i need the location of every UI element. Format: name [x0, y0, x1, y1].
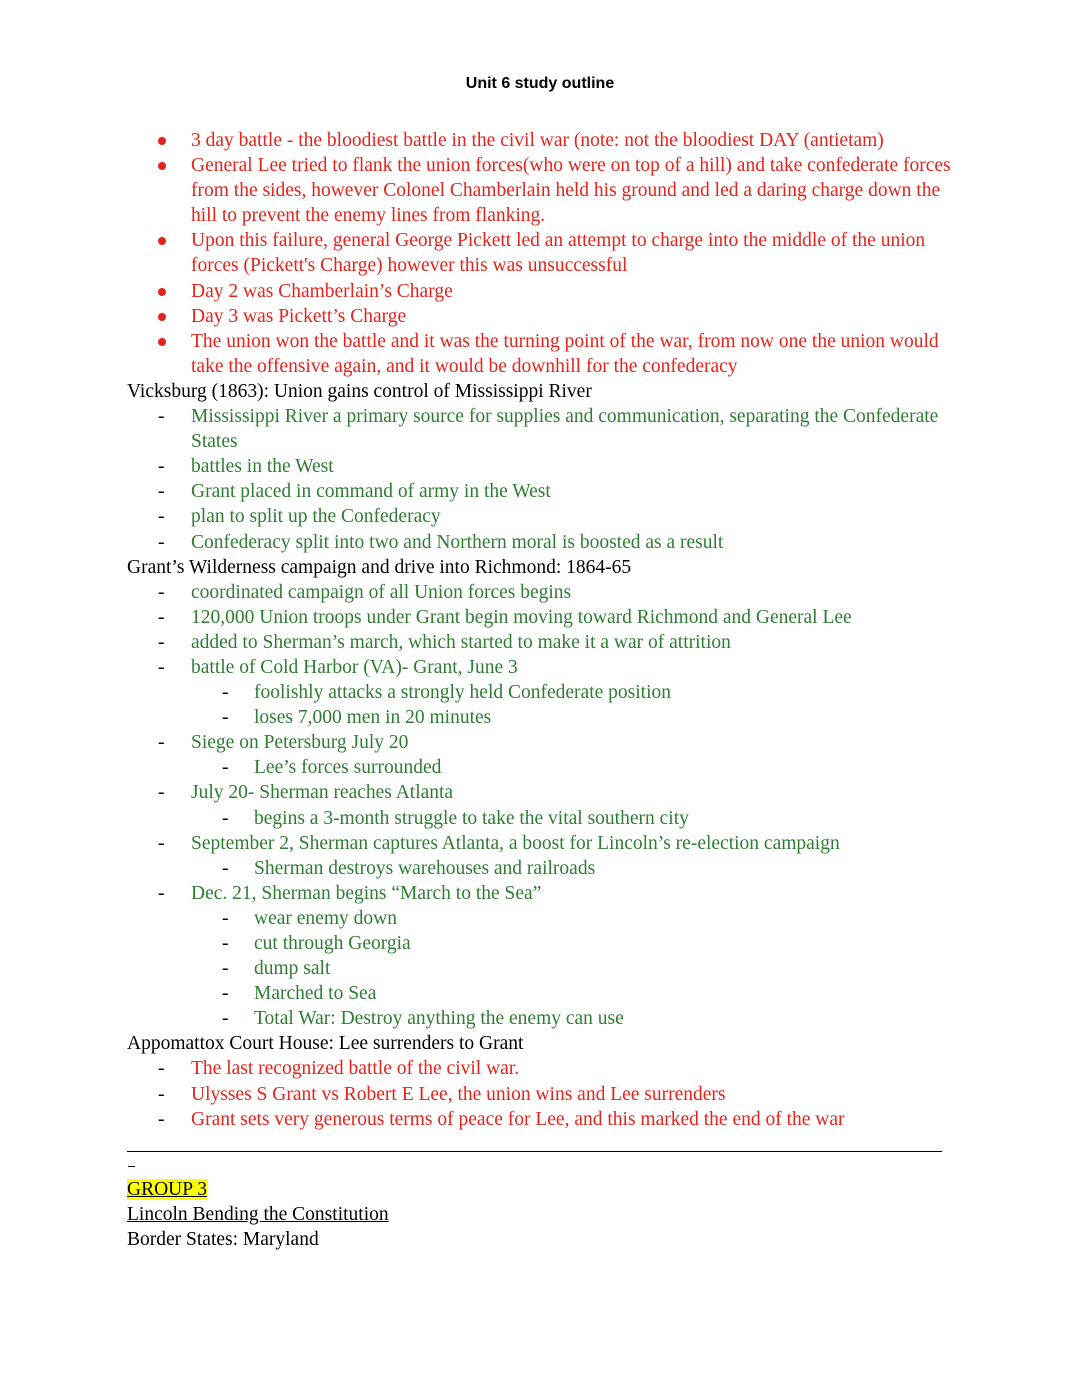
list-item: - Grant sets very generous terms of peace for Lee, and this marked the end of the war	[158, 1108, 845, 1130]
list-item-text: Grant sets very generous terms of peace for Lee, and this marked the end of the war	[191, 1108, 845, 1130]
list-item	[127, 329, 957, 379]
list-item-text: cut through Georgia	[254, 933, 411, 954]
list-item-text: Mississippi River a primary source for supplies and communication, separating the Confederate States	[191, 406, 939, 453]
list-item: - Siege on Petersburg July 20	[158, 732, 409, 754]
list-item: - battle of Cold Harbor (VA)- Grant, June 3	[158, 656, 518, 678]
list-item: - September 2, Sherman captures Atlanta, a boost for Lincoln’s re-election campaign	[158, 832, 840, 854]
sub-list-item: - Sherman destroys warehouses and railroads	[222, 857, 596, 879]
list-item-text: loses 7,000 men in 20 minutes	[254, 707, 492, 729]
list-item-text: dump salt	[254, 958, 331, 980]
list-item-text: 120,000 Union troops under Grant begin moving toward Richmond and General Lee	[191, 606, 852, 628]
section-heading-vicksburg: Vicksburg (1863): Union gains control of Mississippi River	[127, 380, 592, 402]
list-item-text: September 2, Sherman captures Atlanta, a boost for Lincoln’s re-election campaign	[191, 832, 840, 854]
list-item-text: Upon this failure, general George Pickett led an attempt to charge into the middle of the union forces (Pickett's Charge) however this was unsuccessful	[191, 230, 926, 277]
sub-list-item: - begins a 3-month struggle to take the vital southern city	[222, 807, 689, 829]
list-item-text: Siege on Petersburg July 20	[191, 732, 409, 754]
section-heading-appomattox: Appomattox Court House: Lee surrenders to Grant	[127, 1033, 524, 1055]
list-item: - added to Sherman’s march, which started to make it a war of attrition	[158, 631, 731, 653]
list-item-text: battles in the West	[191, 456, 334, 478]
group-subtitle: Lincoln Bending the Constitution	[127, 1203, 389, 1225]
sub-list-item: - dump salt	[222, 958, 331, 980]
list-item: - The last recognized battle of the civil war.	[158, 1058, 520, 1080]
list-item	[127, 228, 957, 278]
list-item-text: 3 day battle - the bloodiest battle in the civil war (note: not the bloodiest DAY (antietam)	[191, 130, 884, 151]
list-item-text: Day 3 was Pickett’s Charge	[191, 305, 407, 327]
list-item: - battles in the West	[158, 456, 334, 478]
list-item-text: Grant placed in command of army in the West	[191, 481, 551, 503]
list-item-text: General Lee tried to flank the union forces(who were on top of a hill) and take confederate forces from the sides, however Colonel Chamberlain held his ground and led a daring charge down the hill to prevent the enemy lines from flanking.	[191, 155, 951, 227]
list-item: - Ulysses S Grant vs Robert E Lee, the union wins and Lee surrenders	[158, 1083, 726, 1105]
sub-list-item: - Lee’s forces surrounded	[222, 757, 442, 779]
list-item-text: Total War: Destroy anything the enemy can use	[254, 1008, 624, 1030]
list-item: - 120,000 Union troops under Grant begin moving toward Richmond and General Lee	[158, 606, 852, 628]
list-item-text: wear enemy down	[254, 907, 397, 929]
list-item-text: Confederacy split into two and Northern moral is boosted as a result	[191, 531, 724, 553]
outline-body	[127, 128, 957, 1252]
group-line: Border States: Maryland	[127, 1228, 319, 1250]
list-item: - Dec. 21, Sherman begins “March to the Sea”	[158, 882, 542, 904]
list-item-text: added to Sherman’s march, which started to make it a war of attrition	[191, 631, 731, 653]
list-item-text: Sherman destroys warehouses and railroads	[254, 857, 596, 879]
sub-list-item: - cut through Georgia	[222, 933, 411, 954]
list-item-text: plan to split up the Confederacy	[191, 506, 441, 528]
list-item-text: The union won the battle and it was the turning point of the war, from now one the union would take the offensive again, and it would be downhill for the confederacy	[191, 330, 939, 377]
horizontal-divider	[127, 1151, 942, 1152]
list-item: - plan to split up the Confederacy	[158, 506, 441, 528]
list-item-text: begins a 3-month struggle to take the vital southern city	[254, 807, 689, 829]
list-item-text: battle of Cold Harbor (VA)- Grant, June 3	[191, 656, 518, 678]
list-item-text: foolishly attacks a strongly held Confederate position	[254, 682, 671, 704]
list-item-text: Ulysses S Grant vs Robert E Lee, the union wins and Lee surrenders	[191, 1083, 726, 1105]
list-item-text: coordinated campaign of all Union forces begins	[191, 581, 572, 603]
list-item-text: Lee’s forces surrounded	[254, 757, 442, 779]
list-item: - coordinated campaign of all Union forces begins	[158, 581, 572, 603]
divider-stub	[128, 1166, 135, 1167]
list-item-text: The last recognized battle of the civil war.	[191, 1058, 520, 1080]
list-item-text: Dec. 21, Sherman begins “March to the Sea”	[191, 882, 542, 904]
section-heading-wilderness: Grant’s Wilderness campaign and drive into Richmond: 1864-65	[127, 556, 632, 578]
list-item-text: Day 2 was Chamberlain’s Charge	[191, 280, 453, 302]
group-label-text: GROUP 3	[127, 1178, 207, 1200]
sub-list-item: - Total War: Destroy anything the enemy can use	[222, 1008, 624, 1030]
sub-list-item: - loses 7,000 men in 20 minutes	[222, 707, 492, 729]
sub-list-item: - wear enemy down	[222, 907, 397, 929]
group-label	[127, 1177, 957, 1202]
list-item-text: July 20- Sherman reaches Atlanta	[191, 782, 454, 804]
list-item	[127, 153, 957, 228]
list-item-text: Marched to Sea	[254, 983, 377, 1005]
list-item: - July 20- Sherman reaches Atlanta	[158, 782, 454, 804]
sub-list-item: - Marched to Sea	[222, 983, 377, 1005]
list-item	[127, 279, 957, 304]
list-item: - Grant placed in command of army in the West	[158, 481, 551, 503]
list-item	[127, 128, 957, 153]
list-item	[127, 304, 957, 329]
sub-list-item: - foolishly attacks a strongly held Confederate position	[222, 682, 671, 704]
page-title: Unit 6 study outline	[465, 75, 615, 92]
list-item: - Confederacy split into two and Northern moral is boosted as a result	[158, 531, 724, 553]
list-item: - Mississippi River a primary source for supplies and communication, separating the Confederate States	[158, 406, 939, 453]
